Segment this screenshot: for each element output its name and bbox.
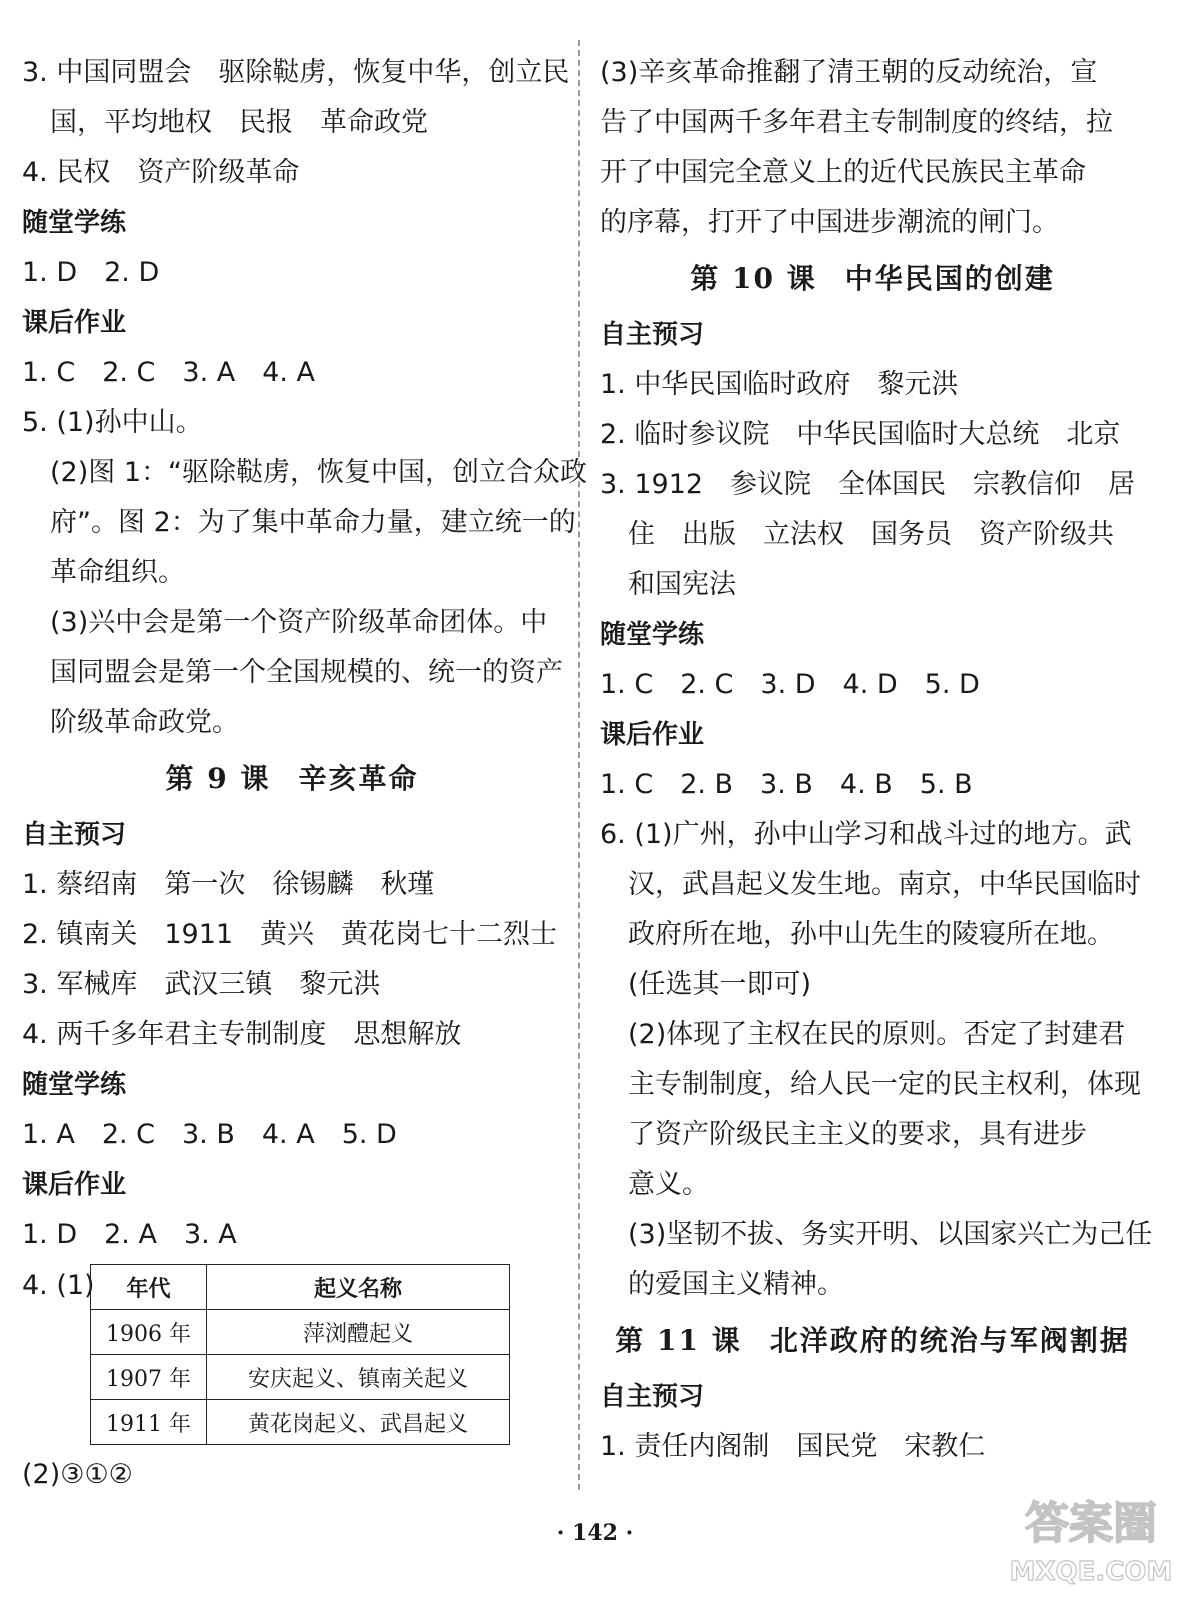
text-line: 2. 镇南关 1911 黄兴 黄花岗七十二烈士 [22,919,558,950]
watermark-logo [1006,1476,1176,1594]
section-heading: 课后作业 [22,308,127,338]
lesson-name: 中华民国的创建 [844,262,1055,295]
right-column [600,48,1153,1472]
lesson10-pre-answers [600,360,1145,610]
question-3-answer [600,48,1145,248]
text-line: 4. 民权 资产阶级革命 [22,157,300,188]
text-line: 国，平均地权 民报 革命政党 [50,107,428,138]
section-heading: 随堂学练 [22,1070,127,1100]
answer-line: 1. D 2. D [22,257,160,288]
text-line: 5. (1)孙中山。 [22,407,203,438]
text-line: 6. (1)广州，孙中山学习和战斗过的地方。武 [600,819,1132,850]
question-4-table-block [22,1264,562,1437]
section-heading: 课后作业 [22,1170,127,1200]
text-line: (2)图 1：“驱除鞑虏，恢复中国，创立合众政 [50,457,587,488]
answer-line: 1. A 2. C 3. B 4. A 5. D [22,1119,397,1150]
uprising-cell: 安庆起义、镇南关起义 [207,1355,510,1400]
section-heading: 自主预习 [22,820,127,850]
table-header: 起义名称 [207,1265,510,1310]
section-heading: 自主预习 [600,320,705,350]
text-line: 告了中国两千多年君主专制制度的终结，拉 [600,107,1113,138]
text-line: 1. 蔡绍南 第一次 徐锡麟 秋瑾 [22,869,435,900]
question-5-answers [22,398,587,748]
text-line: 主专制制度，给人民一定的民主权利，体现 [628,1069,1141,1100]
text-line: 3. 军械库 武汉三镇 黎元洪 [22,969,381,1000]
text-line: 4. 两千多年君主专制制度 思想解放 [22,1019,462,1050]
text-line: 的序幕，打开了中国进步潮流的闸门。 [600,207,1059,238]
text-line: (3)兴中会是第一个资产阶级革命团体。中 [50,607,548,638]
section-heading: 随堂学练 [600,620,705,650]
lesson-name: 辛亥革命 [298,762,419,795]
text-line: (2)体现了主权在民的原则。否定了封建君 [628,1019,1126,1050]
uprising-table [90,1264,510,1445]
text-line: 住 出版 立法权 国务员 资产阶级共 [628,519,1114,550]
lesson8-pre-answers [22,48,570,198]
lesson-9-title [22,748,562,810]
text-line: 2. 临时参议院 中华民国临时大总统 北京 [600,419,1121,450]
page-number: · 142 · [556,1520,634,1546]
left-column [22,48,587,1500]
watermark-text: 答案圈 [1025,1498,1157,1549]
year-cell: 1911 年 [91,1400,207,1445]
text-line: 的爱国主义精神。 [628,1269,844,1300]
text-line: 3. 1912 参议院 全体国民 宗教信仰 居 [600,469,1136,500]
uprising-cell: 萍浏醴起义 [207,1310,510,1355]
lesson-number: 第 10 课 [690,262,817,295]
answer-line: 1. D 2. A 3. A [22,1219,237,1250]
question-6-answers [600,810,1153,1310]
lesson9-pre-answers [22,860,562,1060]
text-line: 国同盟会是第一个全国规模的、统一的资产 [50,657,563,688]
year-cell: 1907 年 [91,1355,207,1400]
watermark-url: MXQE.COM [1009,1557,1173,1587]
answer-line: 1. C 2. B 3. B 4. B 5. B [600,769,973,800]
text-line: 意义。 [628,1169,709,1200]
text-line: (3)辛亥革命推翻了清王朝的反动统治，宣 [600,57,1098,88]
text-line: 革命组织。 [50,557,185,588]
table-header: 年代 [91,1265,207,1310]
lesson-number: 第 9 课 [165,762,271,795]
answer-line: (2)③①② [22,1459,133,1490]
text-line: 府”。图 2：为了集中革命力量，建立统一的 [50,507,576,538]
year-cell: 1906 年 [91,1310,207,1355]
table-row [91,1400,510,1445]
lesson-number: 第 11 课 [615,1324,742,1357]
uprising-cell: 黄花岗起义、武昌起义 [207,1400,510,1445]
text-line: (任选其一即可) [628,969,812,1000]
table-row [91,1355,510,1400]
answer-line: 1. C 2. C 3. A 4. A [22,357,316,388]
table-prefix: 4. (1) [22,1270,95,1301]
section-heading: 课后作业 [600,720,705,750]
text-line: 和国宪法 [628,569,736,600]
text-line: 阶级革命政党。 [50,707,239,738]
section-heading: 自主预习 [600,1382,705,1412]
column-divider [578,40,580,1490]
answer-line: 1. 责任内阁制 国民党 宋教仁 [600,1431,986,1462]
lesson-10-title [600,248,1145,310]
lesson-11-title [600,1310,1145,1372]
text-line: 政府所在地，孙中山先生的陵寝所在地。 [628,919,1114,950]
text-line: (3)坚韧不拔、务实开明、以国家兴亡为己任 [628,1219,1153,1250]
text-line: 3. 中国同盟会 驱除鞑虏，恢复中华，创立民 [22,57,570,88]
table-row [91,1310,510,1355]
lesson-name: 北洋政府的统治与军阀割据 [769,1324,1130,1357]
text-line: 汉，武昌起义发生地。南京，中华民国临时 [628,869,1141,900]
text-line: 了资产阶级民主主义的要求，具有进步 [628,1119,1087,1150]
text-line: 1. 中华民国临时政府 黎元洪 [600,369,959,400]
text-line: 开了中国完全意义上的近代民族民主革命 [600,157,1086,188]
answer-line: 1. C 2. C 3. D 4. D 5. D [600,669,980,700]
section-heading: 随堂学练 [22,208,127,238]
